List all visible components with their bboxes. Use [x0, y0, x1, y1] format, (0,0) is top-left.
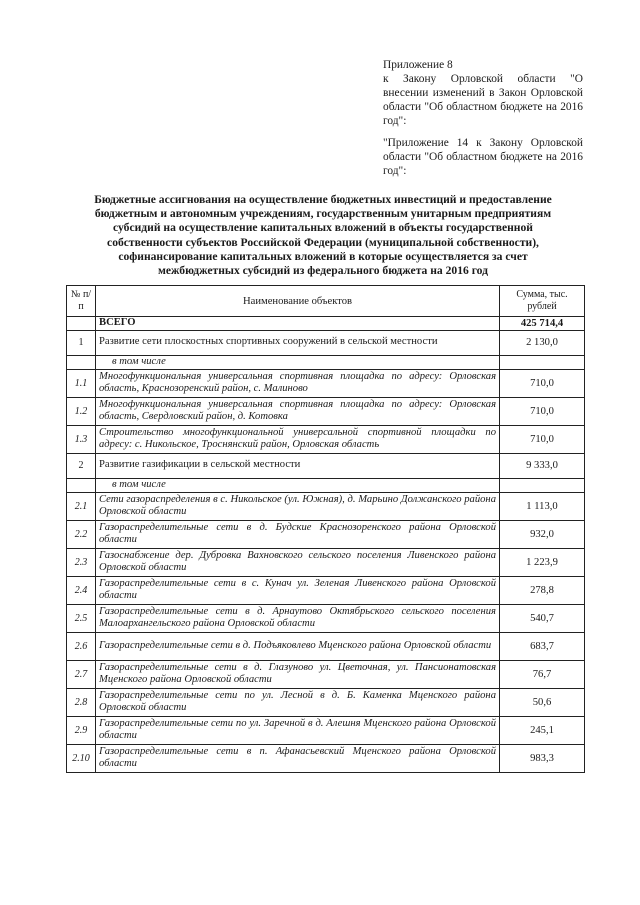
row-number: 2 — [67, 453, 96, 478]
row-name: в том числе — [96, 355, 500, 369]
total-value: 425 714,4 — [500, 317, 585, 331]
row-value: 245,1 — [500, 716, 585, 744]
row-name: Сети газораспределения в с. Никольское (ул. Южная), д. Марьино Должанского района Орловской области — [96, 492, 500, 520]
table-row — [67, 632, 585, 660]
row-value: 710,0 — [500, 425, 585, 453]
row-number: 1.2 — [67, 397, 96, 425]
row-value: 983,3 — [500, 744, 585, 772]
row-name: Строительство многофункциональной универсальной спортивной площадки по адресу: с. Никольское, Троснянский район, Орловская область — [96, 425, 500, 453]
row-number: 2.5 — [67, 604, 96, 632]
title-line: межбюджетных субсидий из федерального бюджета на 2016 год — [157, 264, 488, 278]
row-number — [67, 355, 96, 369]
row-number: 2.3 — [67, 548, 96, 576]
row-value: 278,8 — [500, 576, 585, 604]
row-number: 2.7 — [67, 660, 96, 688]
appendix-law-reference: к Закону Орловской области "О внесении изменений в Закон Орловской области "Об областном бюджете на 2016 год": — [383, 73, 583, 127]
table-row — [67, 453, 585, 478]
row-value: 540,7 — [500, 604, 585, 632]
table-row — [67, 576, 585, 604]
row-name: Газораспределительные сети по ул. Лесной в д. Б. Каменка Мценского района Орловской области — [96, 688, 500, 716]
table-row — [67, 369, 585, 397]
title-line: собственности субъектов Российской Федерации (муниципальной собственности), — [107, 235, 539, 249]
table-row — [67, 688, 585, 716]
row-name: Газораспределительные сети в д. Арнаутово Октябрьского сельского поселения Малоархангельского района Орловской области — [96, 604, 500, 632]
row-value: 1 223,9 — [500, 548, 585, 576]
row-value: 710,0 — [500, 369, 585, 397]
table-row — [67, 492, 585, 520]
table-row — [67, 478, 585, 492]
table-row — [67, 716, 585, 744]
row-number: 1.3 — [67, 425, 96, 453]
row-number: 2.10 — [67, 744, 96, 772]
row-number: 2.6 — [67, 632, 96, 660]
appendix-note — [383, 58, 583, 178]
row-number: 2.8 — [67, 688, 96, 716]
row-value — [500, 355, 585, 369]
total-number — [67, 317, 96, 331]
document-title — [62, 193, 584, 278]
row-value — [500, 478, 585, 492]
title-line: субсидий на осуществление капитальных вложений в объекты государственной — [113, 221, 533, 235]
row-value: 2 130,0 — [500, 330, 585, 355]
row-value: 1 113,0 — [500, 492, 585, 520]
table-row — [67, 330, 585, 355]
row-name: Газораспределительные сети в д. Подъяковлево Мценского района Орловской области — [96, 632, 500, 660]
row-name: в том числе — [96, 478, 500, 492]
row-number: 1.1 — [67, 369, 96, 397]
total-label: ВСЕГО — [96, 317, 500, 331]
table-row — [67, 660, 585, 688]
row-name: Газораспределительные сети в п. Афанасьевский Мценского района Орловской области — [96, 744, 500, 772]
title-line: софинансирование капитальных вложений в которые осуществляется за счет — [118, 249, 528, 263]
table-header-row — [67, 286, 585, 317]
row-name: Газораспределительные сети в с. Кунач ул. Зеленая Ливенского района Орловской области — [96, 576, 500, 604]
header-name: Наименование объектов — [96, 286, 500, 317]
row-value: 50,6 — [500, 688, 585, 716]
row-number: 2.9 — [67, 716, 96, 744]
row-name: Газораспределительные сети в д. Будские Краснозоренского района Орловской области — [96, 520, 500, 548]
row-number: 2.1 — [67, 492, 96, 520]
table-row — [67, 520, 585, 548]
row-value: 683,7 — [500, 632, 585, 660]
row-name: Газораспределительные сети в д. Глазуново ул. Цветочная, ул. Пансионатовская Мценского района Орловской области — [96, 660, 500, 688]
row-number: 2.4 — [67, 576, 96, 604]
row-number — [67, 478, 96, 492]
row-number: 1 — [67, 330, 96, 355]
appendix-original-reference: "Приложение 14 к Закону Орловской области "Об областном бюджете на 2016 год": — [383, 137, 583, 177]
table-row — [67, 744, 585, 772]
title-line: бюджетным и автономным учреждениям, государственным унитарным предприятиям — [94, 207, 552, 221]
row-value: 932,0 — [500, 520, 585, 548]
row-name: Многофункциональная универсальная спортивная площадка по адресу: Орловская область, Свердловский район, д. Котовка — [96, 397, 500, 425]
title-line: Бюджетные ассигнования на осуществление бюджетных инвестиций и предоставление — [94, 193, 552, 206]
total-row — [67, 317, 585, 331]
row-name: Развитие газификации в сельской местности — [96, 453, 500, 478]
row-name: Многофункциональная универсальная спортивная площадка по адресу: Орловская область, Краснозоренский район, с. Малиново — [96, 369, 500, 397]
table-row — [67, 548, 585, 576]
row-name: Развитие сети плоскостных спортивных сооружений в сельской местности — [96, 330, 500, 355]
table-row — [67, 355, 585, 369]
table-row — [67, 604, 585, 632]
header-number: № п/п — [67, 286, 96, 317]
budget-table — [66, 285, 585, 773]
header-sum: Сумма, тыс. рублей — [500, 286, 585, 317]
row-name: Газоснабжение дер. Дубровка Вахновского сельского поселения Ливенского района Орловской области — [96, 548, 500, 576]
table-row — [67, 425, 585, 453]
appendix-title: Приложение 8 — [383, 59, 453, 71]
row-number: 2.2 — [67, 520, 96, 548]
row-value: 710,0 — [500, 397, 585, 425]
row-value: 9 333,0 — [500, 453, 585, 478]
table-row — [67, 397, 585, 425]
row-name: Газораспределительные сети по ул. Заречной в д. Алешня Мценского района Орловской области — [96, 716, 500, 744]
row-value: 76,7 — [500, 660, 585, 688]
